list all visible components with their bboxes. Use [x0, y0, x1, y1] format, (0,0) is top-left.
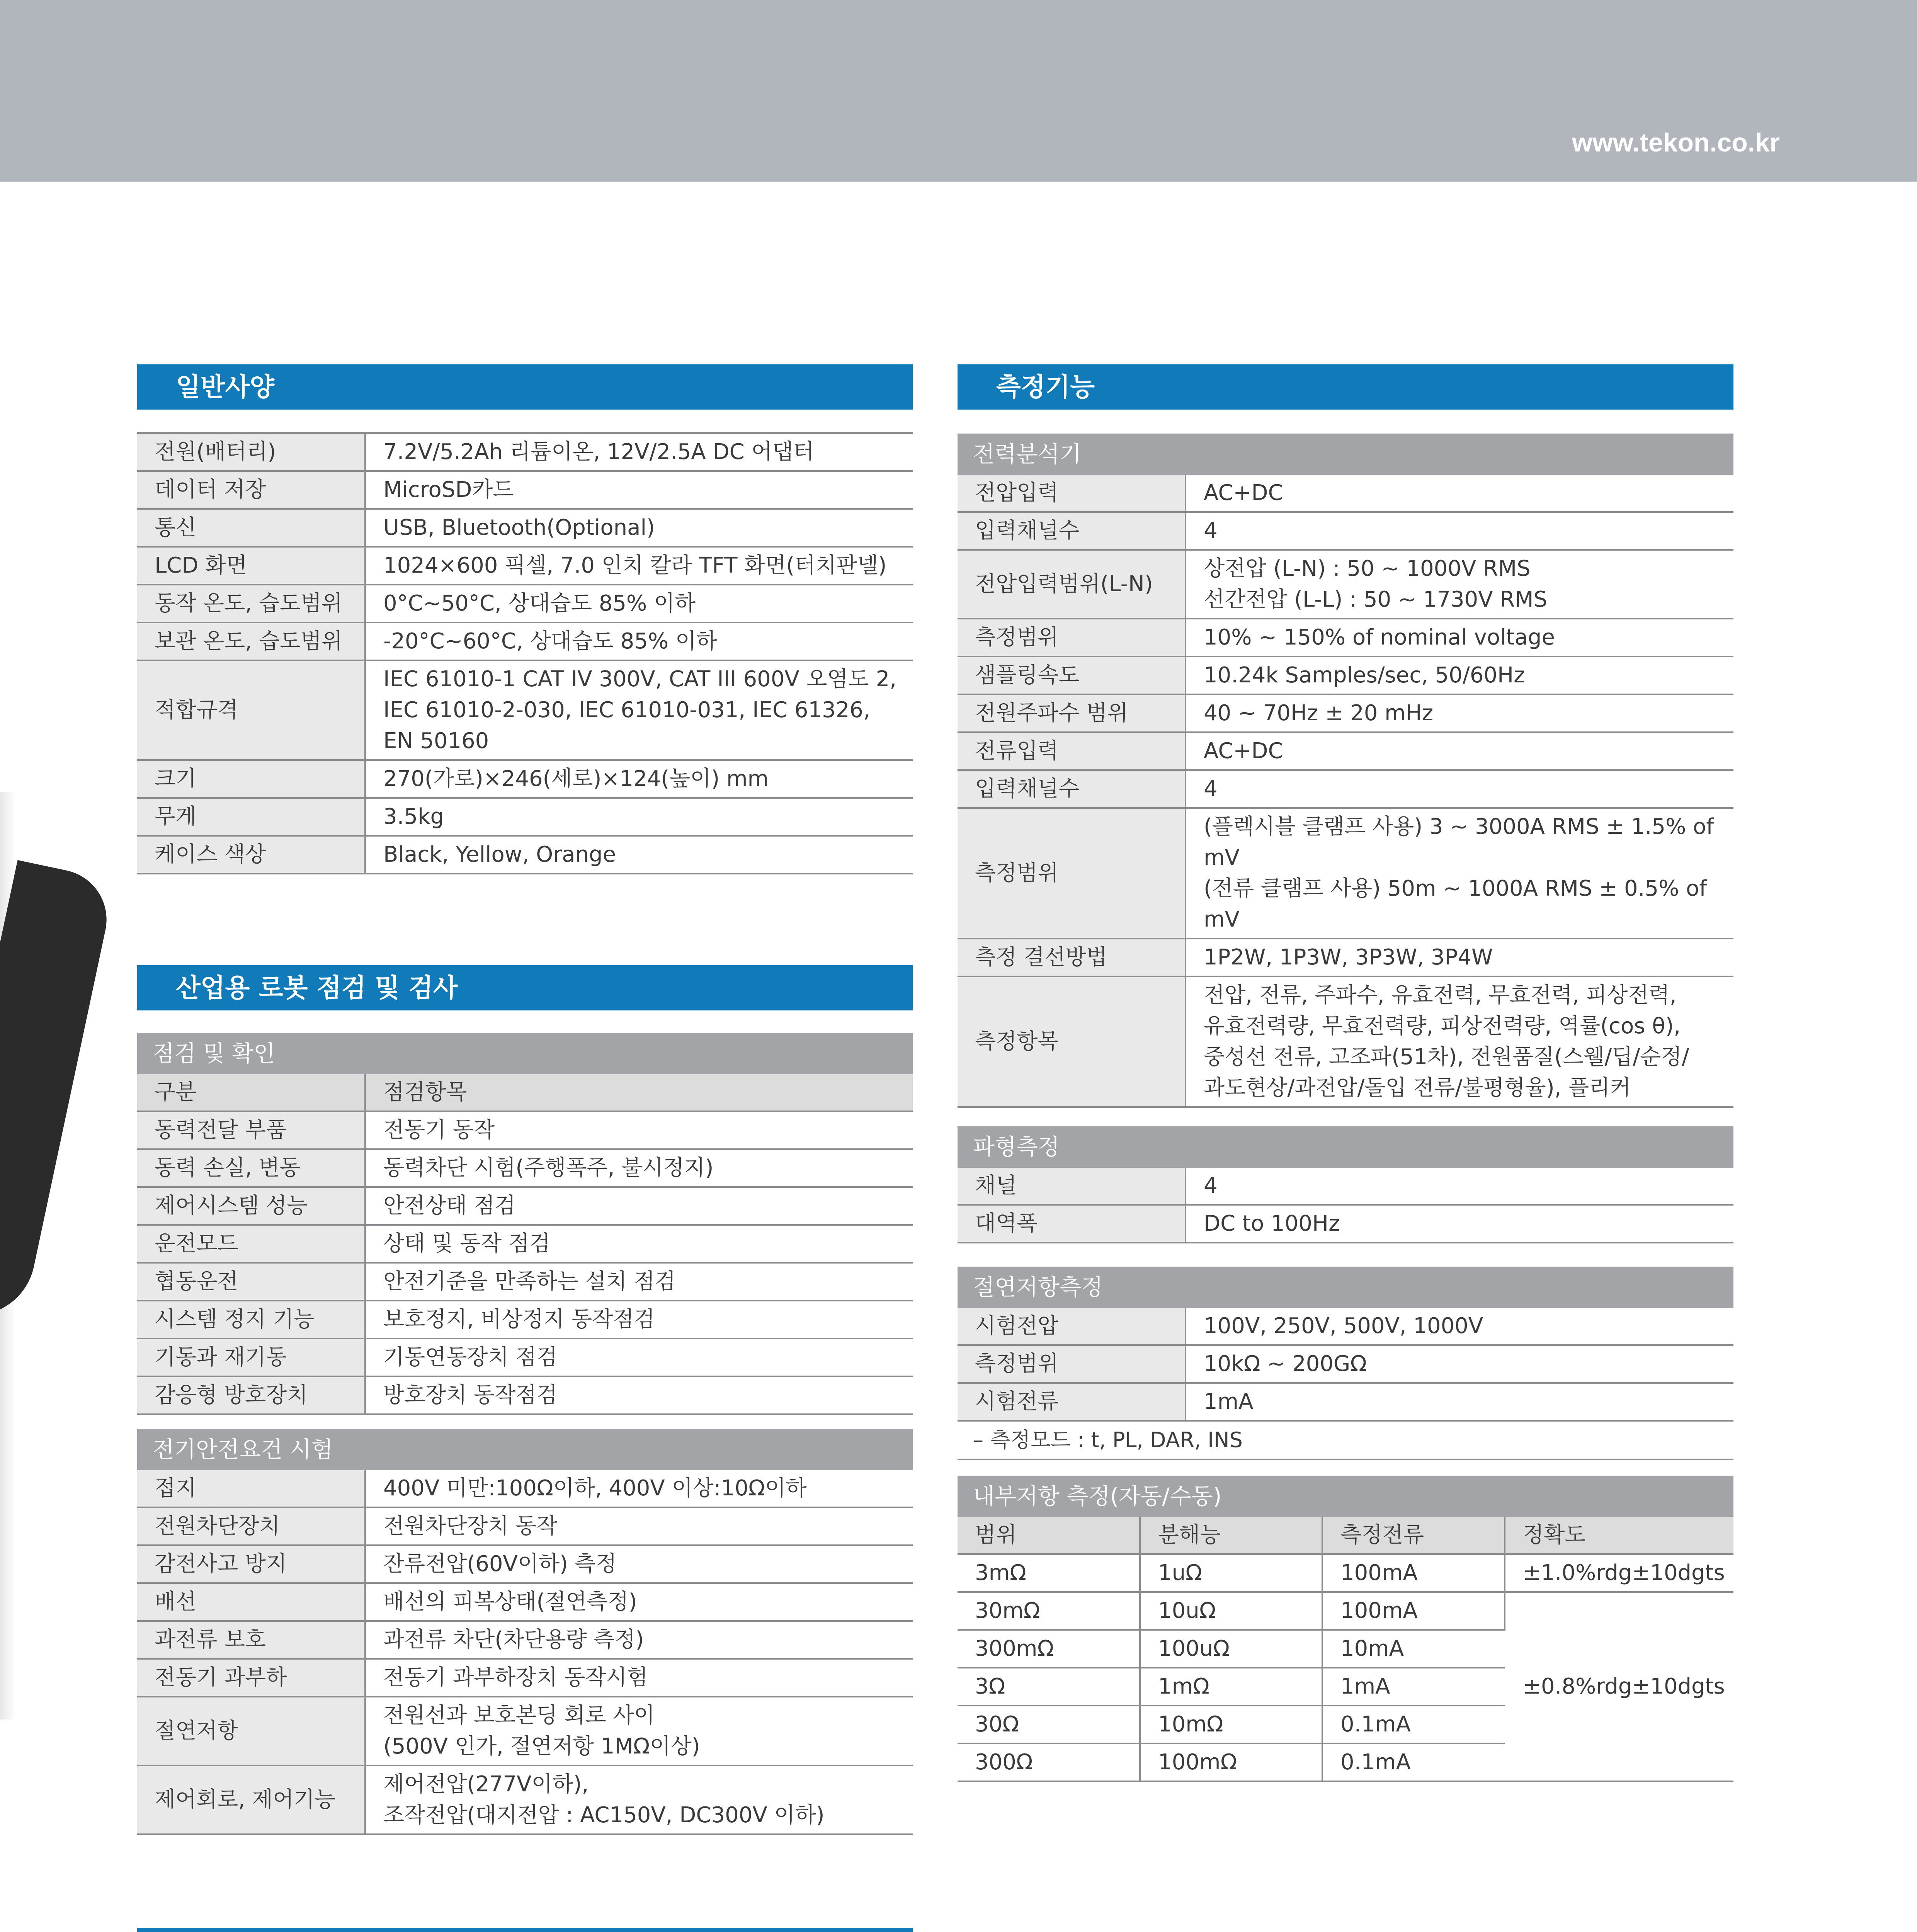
- table-row: [137, 547, 913, 585]
- right-column: [958, 364, 1733, 1782]
- header-cell: 측정전류: [1322, 1517, 1505, 1554]
- row-label: 제어회로, 제어기능: [137, 1765, 365, 1834]
- row-label: 전압입력범위(L-N): [958, 550, 1186, 619]
- general-spec-table: [137, 432, 913, 874]
- row-label: 전압입력: [958, 475, 1186, 512]
- row-label: 크기: [137, 760, 365, 798]
- table-row: [137, 798, 913, 836]
- table-row: [137, 1621, 913, 1659]
- row-label: 배선: [137, 1583, 365, 1621]
- row-value: 40 ~ 70Hz ± 20 mHz: [1186, 694, 1733, 732]
- row-value: 안전기준을 만족하는 설치 점검: [365, 1263, 913, 1301]
- row-label: 샘플링속도: [958, 656, 1186, 694]
- row-value: AC+DC: [1186, 475, 1733, 512]
- resistance-cell: 100mA: [1322, 1592, 1505, 1630]
- row-value: 10.24k Samples/sec, 50/60Hz: [1186, 656, 1733, 694]
- resistance-cell: 100mΩ: [1140, 1743, 1322, 1781]
- row-value: 400V 미만:100Ω이하, 400V 이상:10Ω이하: [365, 1470, 913, 1507]
- row-label: 측정범위: [958, 1345, 1186, 1383]
- table-row: [137, 1301, 913, 1338]
- row-label: 시험전압: [958, 1308, 1186, 1345]
- header-cell: 범위: [958, 1517, 1140, 1554]
- row-label: 시험전류: [958, 1383, 1186, 1421]
- inspection-table: [137, 1074, 913, 1415]
- row-label: 적합규격: [137, 660, 365, 760]
- row-value: 잔류전압(60V이하) 측정: [365, 1545, 913, 1583]
- table-row: [958, 1168, 1733, 1205]
- website-url[interactable]: www.tekon.co.kr: [1572, 128, 1780, 157]
- accuracy-cell: ±1.0%rdg±10dgts: [1505, 1554, 1733, 1592]
- resistance-cell: 30Ω: [958, 1706, 1140, 1743]
- row-label: 입력채널수: [958, 770, 1186, 808]
- table-row: [958, 656, 1733, 694]
- row-label: 절연저항: [137, 1697, 365, 1765]
- row-value: DC to 100Hz: [1186, 1205, 1733, 1243]
- row-label: 입력채널수: [958, 512, 1186, 550]
- row-value: 10% ~ 150% of nominal voltage: [1186, 619, 1733, 656]
- row-value: 0°C~50°C, 상대습도 85% 이하: [365, 585, 913, 622]
- accessories-heading: [137, 1928, 913, 1932]
- accuracy-cell: ±0.8%rdg±10dgts: [1505, 1592, 1733, 1781]
- row-value: 4: [1186, 770, 1733, 808]
- row-label: 동작 온도, 습도범위: [137, 585, 365, 622]
- insulation-table: [958, 1308, 1733, 1422]
- row-label: 측정범위: [958, 619, 1186, 656]
- row-label: 채널: [958, 1168, 1186, 1205]
- row-value: 제어전압(277V이하), 조작전압(대지전압 : AC150V, DC300V 이하): [365, 1765, 913, 1834]
- row-value: 100V, 250V, 500V, 1000V: [1186, 1308, 1733, 1345]
- row-value: 동력차단 시험(주행폭주, 불시정지): [365, 1149, 913, 1187]
- resistance-cell: 300mΩ: [958, 1630, 1140, 1668]
- row-value: 10kΩ ~ 200GΩ: [1186, 1345, 1733, 1383]
- measurement-heading: 측정기능: [958, 364, 1733, 410]
- table-row: [137, 1659, 913, 1697]
- resistance-cell: 0.1mA: [1322, 1706, 1505, 1743]
- table-row: [958, 694, 1733, 732]
- table-row: [958, 619, 1733, 656]
- table-row: [137, 760, 913, 798]
- row-value: 4: [1186, 512, 1733, 550]
- table-row: [137, 509, 913, 547]
- row-label: 통신: [137, 509, 365, 547]
- row-label: 측정 결선방법: [958, 939, 1186, 976]
- row-value: 전원차단장치 동작: [365, 1507, 913, 1545]
- table-row: [137, 1376, 913, 1414]
- power-analyzer-subheading: 전력분석기: [958, 434, 1733, 475]
- table-row: [958, 1308, 1733, 1345]
- table-header-row: [137, 1074, 913, 1111]
- row-value: -20°C~60°C, 상대습도 85% 이하: [365, 622, 913, 660]
- table-row: [137, 836, 913, 874]
- device-edge-image: [0, 860, 116, 1327]
- row-value: 배선의 피복상태(절연측정): [365, 1583, 913, 1621]
- row-label: 전원주파수 범위: [958, 694, 1186, 732]
- table-row: [958, 1383, 1733, 1421]
- row-value: IEC 61010-1 CAT IV 300V, CAT III 600V 오염도 2, IEC 61010-2-030, IEC 61010-031, IEC 61326, EN 50160: [365, 660, 913, 760]
- table-row: [958, 976, 1733, 1107]
- table-row: [137, 1697, 913, 1765]
- table-row: [137, 1470, 913, 1507]
- table-row: [958, 1554, 1733, 1592]
- row-label: 시스템 정지 기능: [137, 1301, 365, 1338]
- row-label: 협동운전: [137, 1263, 365, 1301]
- row-label: 전원(배터리): [137, 433, 365, 471]
- resistance-cell: 10uΩ: [1140, 1592, 1322, 1630]
- row-label: 데이터 저장: [137, 471, 365, 509]
- row-label: 동력전달 부품: [137, 1111, 365, 1149]
- row-value: 과전류 차단(차단용량 측정): [365, 1621, 913, 1659]
- row-label: 대역폭: [958, 1205, 1186, 1243]
- electrical-safety-subheading: 전기안전요건 시험: [137, 1429, 913, 1470]
- row-value: 전압, 전류, 주파수, 유효전력, 무효전력, 피상전력, 유효전력량, 무효전력량, 피상전력량, 역률(cos θ), 중성선 전류, 고조파(51차), 전원품질(스웰/딥/순정/ 과도현상/과전압/돌입 전류/불평형율), 플리커: [1186, 976, 1733, 1107]
- table-row: [958, 1205, 1733, 1243]
- internal-resistance-subheading: 내부저항 측정(자동/수동): [958, 1476, 1733, 1517]
- table-row: [137, 1765, 913, 1834]
- resistance-cell: 0.1mA: [1322, 1743, 1505, 1781]
- row-value: 270(가로)×246(세로)×124(높이) mm: [365, 760, 913, 798]
- table-row: [958, 475, 1733, 512]
- resistance-cell: 3Ω: [958, 1668, 1140, 1706]
- row-value: 1024×600 픽셀, 7.0 인치 칼라 TFT 화면(터치판넬): [365, 547, 913, 585]
- row-label: 접지: [137, 1470, 365, 1507]
- table-row: [958, 770, 1733, 808]
- resistance-cell: 1mΩ: [1140, 1668, 1322, 1706]
- row-value: 기동연동장치 점검: [365, 1338, 913, 1376]
- table-row: [137, 1263, 913, 1301]
- row-label: LCD 화면: [137, 547, 365, 585]
- resistance-cell: 1mA: [1322, 1668, 1505, 1706]
- table-row: [137, 1111, 913, 1149]
- left-column: [137, 364, 913, 1932]
- table-row: [137, 471, 913, 509]
- robot-inspection-heading: 산업용 로봇 점검 및 검사: [137, 965, 913, 1010]
- resistance-cell: 100mA: [1322, 1554, 1505, 1592]
- row-value: 7.2V/5.2Ah 리튬이온, 12V/2.5A DC 어댑터: [365, 433, 913, 471]
- insulation-subheading: 절연저항측정: [958, 1267, 1733, 1308]
- row-label: 케이스 색상: [137, 836, 365, 874]
- table-row: [958, 732, 1733, 770]
- row-label: 기동과 재기동: [137, 1338, 365, 1376]
- table-row: [137, 433, 913, 471]
- row-value: 보호정지, 비상정지 동작점검: [365, 1301, 913, 1338]
- table-row: [137, 1225, 913, 1263]
- table-row: [137, 1583, 913, 1621]
- waveform-subheading: 파형측정: [958, 1126, 1733, 1168]
- row-label: 측정범위: [958, 808, 1186, 939]
- row-value: USB, Bluetooth(Optional): [365, 509, 913, 547]
- row-label: 전원차단장치: [137, 1507, 365, 1545]
- row-value: 전동기 과부하장치 동작시험: [365, 1659, 913, 1697]
- row-label: 감응형 방호장치: [137, 1376, 365, 1414]
- electrical-safety-table: [137, 1470, 913, 1835]
- resistance-cell: 3mΩ: [958, 1554, 1140, 1592]
- table-row: [137, 1338, 913, 1376]
- row-value: 3.5kg: [365, 798, 913, 836]
- row-label: 측정항목: [958, 976, 1186, 1107]
- row-value: 전동기 동작: [365, 1111, 913, 1149]
- header-cell: 점검항목: [365, 1074, 913, 1111]
- table-row: [137, 1545, 913, 1583]
- header-cell: 구분: [137, 1074, 365, 1111]
- general-spec-heading: 일반사양: [137, 364, 913, 410]
- table-header-row: [958, 1517, 1733, 1554]
- power-analyzer-table: [958, 475, 1733, 1108]
- table-row: [958, 939, 1733, 976]
- row-label: 보관 온도, 습도범위: [137, 622, 365, 660]
- row-label: 무게: [137, 798, 365, 836]
- row-label: 동력 손실, 변동: [137, 1149, 365, 1187]
- table-row: [137, 1149, 913, 1187]
- table-row: [958, 1345, 1733, 1383]
- table-row: [137, 622, 913, 660]
- row-label: 과전류 보호: [137, 1621, 365, 1659]
- row-value: (플렉시블 클램프 사용) 3 ~ 3000A RMS ± 1.5% of mV (전류 클램프 사용) 50m ~ 1000A RMS ± 0.5% of mV: [1186, 808, 1733, 939]
- row-value: 1P2W, 1P3W, 3P3W, 3P4W: [1186, 939, 1733, 976]
- row-value: 상태 및 동작 점검: [365, 1225, 913, 1263]
- table-row: [958, 808, 1733, 939]
- internal-resistance-table: [958, 1517, 1733, 1782]
- table-row: [958, 1592, 1733, 1630]
- row-label: 운전모드: [137, 1225, 365, 1263]
- table-row: [958, 512, 1733, 550]
- table-row: [137, 1507, 913, 1545]
- row-label: 전동기 과부하: [137, 1659, 365, 1697]
- inspection-subheading: 점검 및 확인: [137, 1033, 913, 1074]
- row-value: 전원선과 보호본딩 회로 사이 (500V 인가, 절연저항 1MΩ이상): [365, 1697, 913, 1765]
- row-label: 감전사고 방지: [137, 1545, 365, 1583]
- header-cell: 분해능: [1140, 1517, 1322, 1554]
- table-row: [958, 550, 1733, 619]
- waveform-table: [958, 1168, 1733, 1243]
- insulation-mode-note: – 측정모드 : t, PL, DAR, INS: [958, 1422, 1733, 1460]
- row-value: 4: [1186, 1168, 1733, 1205]
- resistance-cell: 1uΩ: [1140, 1554, 1322, 1592]
- header-cell: 정확도: [1505, 1517, 1733, 1554]
- row-value: 안전상태 점검: [365, 1187, 913, 1225]
- row-value: 상전압 (L-N) : 50 ~ 1000V RMS 선간전압 (L-L) : 50 ~ 1730V RMS: [1186, 550, 1733, 619]
- row-value: MicroSD카드: [365, 471, 913, 509]
- table-row: [137, 660, 913, 760]
- row-label: 전류입력: [958, 732, 1186, 770]
- resistance-cell: 30mΩ: [958, 1592, 1140, 1630]
- resistance-cell: 10mΩ: [1140, 1706, 1322, 1743]
- row-label: 제어시스템 성능: [137, 1187, 365, 1225]
- resistance-cell: 10mA: [1322, 1630, 1505, 1668]
- table-row: [137, 585, 913, 622]
- row-value: 방호장치 동작점검: [365, 1376, 913, 1414]
- resistance-cell: 300Ω: [958, 1743, 1140, 1781]
- row-value: Black, Yellow, Orange: [365, 836, 913, 874]
- table-row: [137, 1187, 913, 1225]
- row-value: AC+DC: [1186, 732, 1733, 770]
- resistance-cell: 100uΩ: [1140, 1630, 1322, 1668]
- row-value: 1mA: [1186, 1383, 1733, 1421]
